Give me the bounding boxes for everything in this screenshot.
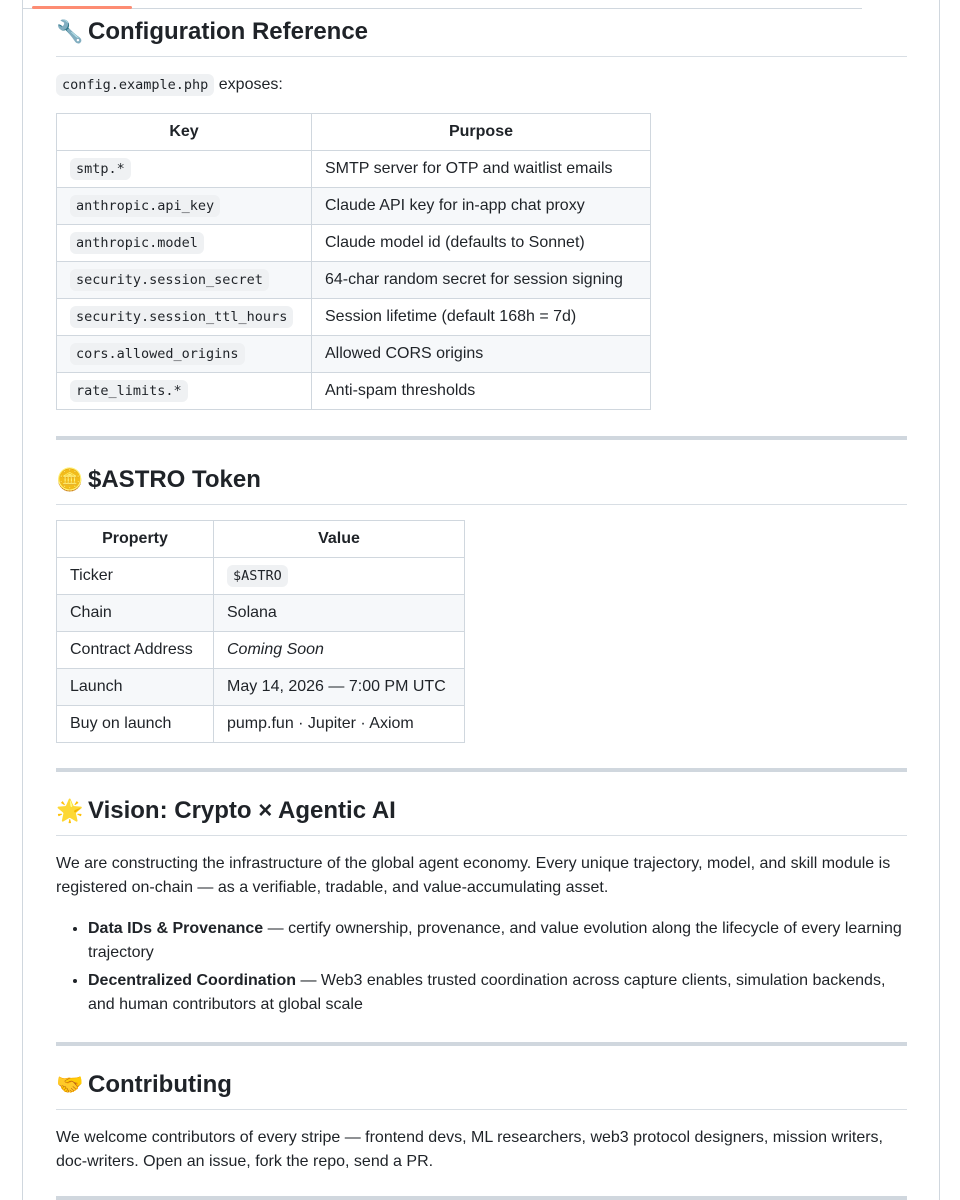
ticker-code: $ASTRO [227,565,288,587]
config-purpose-cell: Session lifetime (default 168h = 7d) [312,299,651,336]
config-key-cell [57,336,312,373]
column-header: Key [57,114,312,151]
value-cell: pump.fun · Jupiter · Axiom [214,706,465,743]
section-divider [56,768,907,772]
config-heading-text: Configuration Reference [88,18,369,45]
contributing-paragraph: We welcome contributors of every stripe — frontend devs, ML researchers, web3 protocol designers, mission writers, doc-writers. Open an issue, fork the repo, send a PR. [56,1129,883,1170]
config-key-cell [57,262,312,299]
config-key: anthropic.model [70,232,204,254]
column-header: Value [214,521,465,558]
table-row [57,151,651,188]
config-key: security.session_ttl_hours [70,306,293,328]
config-key: security.session_secret [70,269,269,291]
table-row [57,706,465,743]
config-key-cell [57,299,312,336]
vision-paragraph: We are constructing the infrastructure of the global agent economy. Every unique trajectory, model, and skill module is registered on-chain — as a verifiable, tradable, and value-accumulating asset. [56,855,891,896]
table-row [57,262,651,299]
config-file-code: config.example.php [56,74,214,96]
section-divider [56,436,907,440]
value-cell: Solana [214,595,465,632]
table-row [57,225,651,262]
table-row [57,299,651,336]
config-purpose-cell: SMTP server for OTP and waitlist emails [312,151,651,188]
value-cell [214,558,465,595]
config-intro [56,73,283,97]
property-cell: Chain [57,595,214,632]
config-key-cell [57,188,312,225]
config-purpose-cell: Claude API key for in-app chat proxy [312,188,651,225]
token-table [56,520,465,743]
config-purpose-cell: 64-char random secret for session signing [312,262,651,299]
wrench-icon: 🔧 [56,19,84,44]
config-purpose-cell: Allowed CORS origins [312,336,651,373]
config-key: cors.allowed_origins [70,343,245,365]
section-divider [56,1196,907,1200]
value-cell: Coming Soon [214,632,465,669]
table-row [57,336,651,373]
table-row [57,373,651,410]
table-row [57,558,465,595]
column-header: Property [57,521,214,558]
vision-heading-text: Vision: Crypto × Agentic AI [88,797,396,824]
table-header-row [57,114,651,151]
table-header-row [57,521,465,558]
coin-icon: 🪙 [56,467,84,492]
table-row [57,188,651,225]
property-cell: Ticker [57,558,214,595]
value-cell: May 14, 2026 — 7:00 PM UTC [214,669,465,706]
config-key-cell [57,373,312,410]
config-key-cell [57,225,312,262]
config-intro-text: exposes: [218,76,283,93]
table-row [57,632,465,669]
config-key: rate_limits.* [70,380,188,402]
active-tab-indicator [32,6,132,9]
property-cell: Launch [57,669,214,706]
config-heading [56,18,907,57]
section-divider [56,1042,907,1046]
bullet-title: Decentralized Coordination [88,972,297,989]
table-row [57,669,465,706]
bullet-title: Data IDs & Provenance [88,920,264,937]
config-purpose-cell: Anti-spam thresholds [312,373,651,410]
property-cell: Contract Address [57,632,214,669]
star-icon: 🌟 [56,798,84,823]
contributing-heading-text: Contributing [88,1071,232,1098]
property-cell: Buy on launch [57,706,214,743]
token-heading [56,466,907,505]
config-key-cell [57,151,312,188]
list-item [88,917,907,965]
handshake-icon: 🤝 [56,1072,84,1097]
vision-bullet-list [56,917,907,1021]
vision-heading [56,797,907,836]
token-heading-text: $ASTRO Token [88,466,261,493]
config-key: anthropic.api_key [70,195,220,217]
list-item [88,969,907,1017]
table-row [57,595,465,632]
column-header: Purpose [312,114,651,151]
config-table [56,113,651,410]
bullet-text: — Web3 enables trusted coordination across capture clients, simulation backends, and human contributors at global scale [88,972,886,1013]
config-purpose-cell: Claude model id (defaults to Sonnet) [312,225,651,262]
tab-divider [22,8,862,9]
config-key: smtp.* [70,158,131,180]
bullet-text: — certify ownership, provenance, and value evolution along the lifecycle of every learning trajectory [88,920,902,961]
contributing-heading [56,1071,907,1110]
